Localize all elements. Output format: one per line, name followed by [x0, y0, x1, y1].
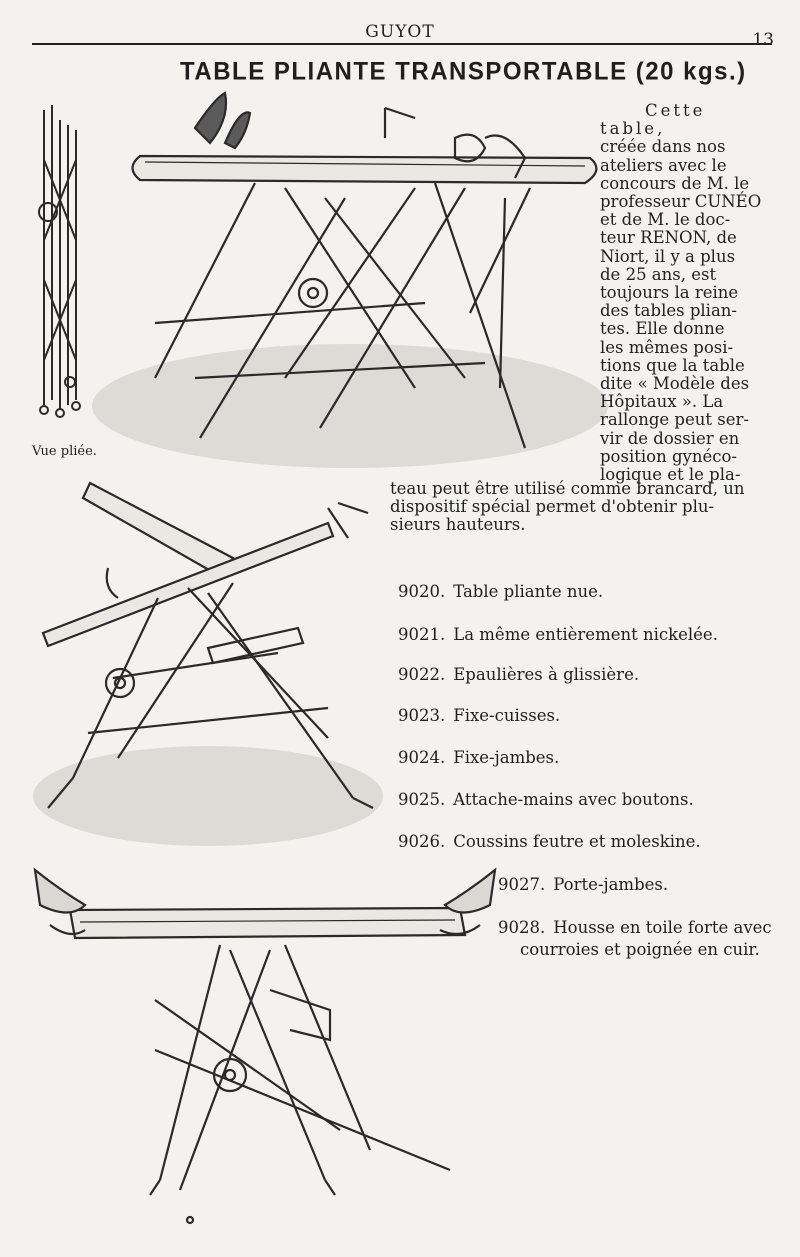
price-item	[498, 875, 668, 894]
product-title: TABLE PLIANTE TRANSPORTABLE (20 kgs.)	[180, 57, 747, 86]
item-label: Fixe-cuisses.	[453, 706, 561, 725]
table-standard-illustration	[85, 88, 610, 478]
item-code: 9028.	[498, 918, 546, 937]
description-line: rallonge peut ser-	[600, 410, 749, 430]
folded-table-illustration	[30, 100, 90, 420]
item-label: Fixe-jambes.	[453, 748, 560, 767]
item-label: Coussins feutre et moleskine.	[453, 832, 701, 851]
price-item	[398, 832, 701, 851]
description-line: les mêmes posi-	[600, 337, 734, 357]
item-code: 9020.	[398, 582, 446, 601]
description-line: Niort, il y a plus	[600, 246, 736, 266]
item-code: 9027.	[498, 875, 546, 894]
description-line: teur RENON, de	[600, 228, 737, 248]
item-label-continued: courroies et poignée en cuir.	[520, 940, 760, 959]
description-column	[600, 102, 778, 484]
description-line: teau peut être utilisé comme brancard, un	[390, 479, 745, 498]
item-code: 9022.	[398, 665, 446, 684]
running-header: GUYOT	[365, 22, 435, 42]
table-inclined-illustration	[28, 478, 388, 848]
description-line: professeur CUNÉO	[600, 192, 762, 212]
description-first-line: Cette table,	[600, 101, 706, 139]
page-number: 13	[752, 30, 774, 50]
item-code: 9021.	[398, 625, 446, 644]
description-line: concours de M. le	[600, 173, 750, 193]
description-line: vir de dossier en	[600, 428, 740, 448]
description-wide	[390, 480, 778, 535]
price-item	[398, 748, 559, 767]
description-line: créée dans nos	[600, 137, 726, 157]
description-line: des tables plian-	[600, 301, 737, 321]
header-rule	[32, 43, 772, 45]
folded-view-caption: Vue pliée.	[32, 444, 97, 459]
description-line: tes. Elle donne	[600, 319, 725, 339]
price-item	[398, 625, 718, 644]
description-line: Hôpitaux ». La	[600, 392, 724, 412]
description-line: logique et le pla-	[600, 465, 741, 485]
description-line: dite « Modèle des	[600, 374, 750, 394]
table-stretcher-illustration	[30, 850, 500, 1245]
description-line: et de M. le doc-	[600, 210, 731, 230]
item-label: Epaulières à glissière.	[453, 665, 640, 684]
price-item	[398, 706, 560, 725]
description-line: position gynéco-	[600, 446, 737, 466]
description-line: ateliers avec le	[600, 155, 727, 175]
item-code: 9023.	[398, 706, 446, 725]
item-label: Table pliante nue.	[453, 582, 604, 601]
description-line: sieurs hauteurs.	[390, 515, 526, 535]
price-item	[398, 790, 694, 809]
item-label: Housse en toile forte avec	[553, 918, 772, 937]
description-line: tions que la table	[600, 355, 745, 375]
price-item	[398, 582, 603, 601]
description-line: de 25 ans, est	[600, 264, 717, 284]
item-code: 9024.	[398, 748, 446, 767]
item-label: La même entièrement nickelée.	[453, 625, 718, 644]
item-label: Attache-mains avec boutons.	[453, 790, 694, 809]
item-code: 9026.	[398, 832, 446, 851]
item-code: 9025.	[398, 790, 446, 809]
description-line: toujours la reine	[600, 283, 739, 303]
description-line: dispositif spécial permet d'obtenir plu-	[390, 497, 715, 517]
price-item	[398, 665, 639, 684]
price-item	[498, 917, 772, 961]
item-label: Porte-jambes.	[553, 875, 669, 894]
